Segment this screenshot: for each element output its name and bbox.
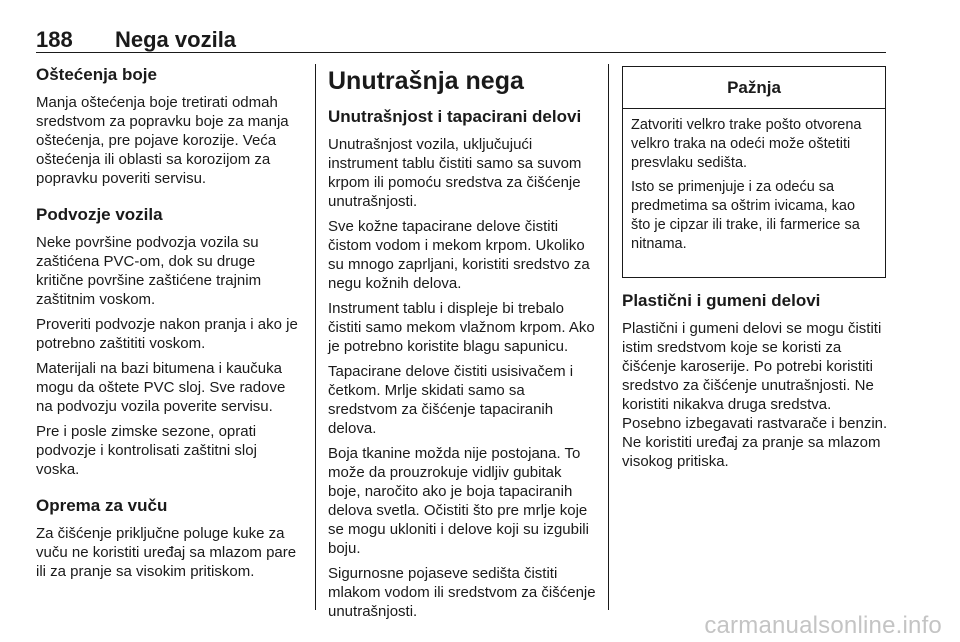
column-divider-2 xyxy=(608,64,609,610)
column-divider-1 xyxy=(315,64,316,610)
page-header xyxy=(36,22,886,53)
heading-paint-damage: Oštećenja boje xyxy=(36,65,157,84)
running-title: Nega vozila xyxy=(115,27,237,52)
paragraph: Za čišćenje priključne poluge kuke za vuču ne koristiti uređaj sa mlazom pare ili za pranje sa visokim pritiskom. xyxy=(36,525,297,580)
paragraph: Tapacirane delove čistiti usisivačem i četkom. Mrlje skidati samo sa sredstvom za čišćenje tapaciranih delova. xyxy=(328,363,574,437)
paragraph: Manja oštećenja boje tretirati odmah sredstvom za popravku boje za manja oštećenja, pre pojave korozije. Veća oštećenja ili oblasti sa korozijom za popravku poveriti servisu. xyxy=(36,94,289,187)
notice-box xyxy=(622,66,886,278)
paragraph: Unutrašnjost vozila, uključujući instrument tablu čistiti samo sa suvom krpom ili pomoću sredstva za čišćenje unutrašnjosti. xyxy=(328,136,582,210)
column-right xyxy=(622,290,890,477)
paragraph: Proveriti podvozje nakon pranja i ako je potrebno zaštititi voskom. xyxy=(36,316,298,352)
notice-paragraph: Isto se primenjuje i za odeću sa predmetima sa oštrim ivicama, kao što je cipzar ili trake, ili farmerice sa nitnama. xyxy=(631,179,860,252)
page-number: 188 xyxy=(36,27,73,52)
notice-paragraph: Zatvoriti velkro trake pošto otvorena velkro traka na odeći može oštetiti presvlaku sedišta. xyxy=(631,117,862,171)
column-middle xyxy=(328,60,596,627)
heading-underbody: Podvozje vozila xyxy=(36,205,163,224)
paragraph: Neke površine podvozja vozila su zaštićena PVC-om, dok su druge kritične površine zaštićene trajnim zaštitnim voskom. xyxy=(36,234,262,308)
paragraph: Boja tkanine možda nije postojana. To može da prouzrokuje vidljiv gubitak boje, naročito ako je boja tapaciranih delova svetla. Očistiti što pre mrlje koje se mogu ukloniti i delove koji su izgubili boju. xyxy=(328,445,589,557)
notice-title: Pažnja xyxy=(623,67,885,109)
column-left xyxy=(36,60,302,587)
paragraph: Pre i posle zimske sezone, oprati podvozje i kontrolisati zaštitni sloj voska. xyxy=(36,423,257,478)
paragraph: Sve kožne tapacirane delove čistiti čistom vodom i mekom krpom. Ukoliko su mnogo zaprljani, koristiti sredstvo za negu kožnih delova. xyxy=(328,218,590,292)
paragraph: Sigurnosne pojaseve sedišta čistiti mlakom vodom ili sredstvom za čišćenje unutrašnjosti. xyxy=(328,565,596,620)
paragraph: Materijali na bazi bitumena i kaučuka mogu da oštete PVC sloj. Sve radove na podvozju vozila poverite servisu. xyxy=(36,360,286,415)
notice-body xyxy=(623,109,885,254)
heading-interior-upholstery: Unutrašnjost i tapacirani delovi xyxy=(328,107,582,126)
paragraph: Instrument tablu i displeje bi trebalo čistiti samo mekom vlažnom krpom. Ako je potrebno koristite blagu sapunicu. xyxy=(328,300,595,355)
watermark: carmanualsonline.info xyxy=(704,612,942,639)
heading-plastic-rubber: Plastični i gumeni delovi xyxy=(622,291,821,310)
paragraph: Plastični i gumeni delovi se mogu čistiti istim sredstvom koje se koristi za čišćenje karoserije. Po potrebi koristiti sredstvo za čišćenje unutrašnjosti. Ne koristiti nikakva druga sredstva. Posebno izbegavati rastvarače i benzin. Ne koristiti uređaj za pranje sa mlazom visokog pritiska. xyxy=(622,320,888,470)
section-title-interior-care: Unutrašnja nega xyxy=(328,67,524,95)
heading-towing-equipment: Oprema za vuču xyxy=(36,496,168,515)
